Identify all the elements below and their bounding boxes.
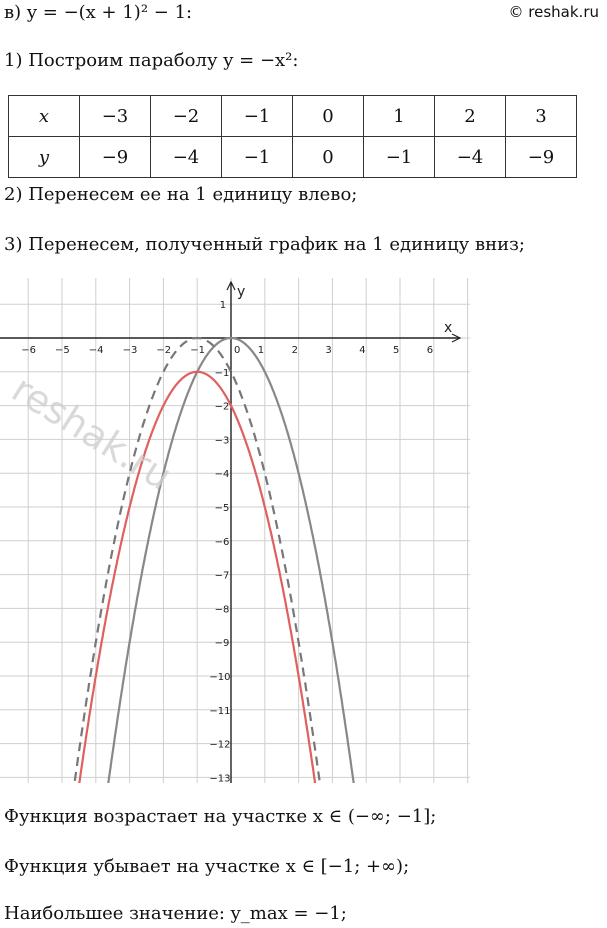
table-row-x <box>9 96 577 137</box>
y-tick-label: −3 <box>214 435 230 447</box>
y-tick-label: −11 <box>209 705 231 717</box>
decreasing-text: Функция убывает на участке x ∈ [−1; +∞); <box>4 856 410 877</box>
step-3-text: 3) Перенесем, полученный график на 1 единицу вниз; <box>4 234 525 255</box>
table-cell: −1 <box>364 137 435 178</box>
x-tick-label: 1 <box>257 345 265 356</box>
site-watermark: © reshak.ru <box>508 3 599 21</box>
y-tick-label: −6 <box>214 536 230 548</box>
x-tick-label: −5 <box>55 345 70 356</box>
values-table <box>8 95 577 178</box>
y-tick-label: −8 <box>214 604 230 616</box>
y-tick-label: −9 <box>214 638 230 650</box>
table-cell: −1 <box>222 96 293 137</box>
y-axis-label: y <box>237 284 246 300</box>
table-cell: −9 <box>80 137 151 178</box>
table-cell: −2 <box>151 96 222 137</box>
task-title: в) y = −(x + 1)² − 1: <box>4 2 193 23</box>
y-tick-label: −7 <box>214 570 230 582</box>
graph-tick-labels <box>21 300 433 783</box>
y-tick-label: −13 <box>209 773 231 783</box>
x-tick-label: 5 <box>393 345 400 356</box>
x-axis-label: x <box>444 320 453 336</box>
table-cell: −1 <box>222 137 293 178</box>
table-row-y <box>9 137 577 178</box>
table-cell: −4 <box>435 137 506 178</box>
x-tick-label: 3 <box>325 345 332 356</box>
x-tick-label: 0 <box>234 345 241 356</box>
parabola-graph <box>0 278 470 783</box>
table-cell: 0 <box>293 137 364 178</box>
y-tick-label: −1 <box>214 367 230 379</box>
table-cell: 1 <box>364 96 435 137</box>
x-tick-label: 4 <box>359 345 366 356</box>
table-cell: y <box>9 137 80 178</box>
table-cell: −3 <box>80 96 151 137</box>
y-tick-label: −10 <box>209 672 231 683</box>
table-cell: −9 <box>506 137 577 178</box>
table-cell: x <box>9 96 80 137</box>
table-cell: 0 <box>293 96 364 137</box>
increasing-text: Функция возрастает на участке x ∈ (−∞; −1]; <box>4 806 437 827</box>
y-tick-label: −12 <box>209 739 231 751</box>
x-tick-label: −3 <box>122 345 138 356</box>
max-value-text: Наибольшее значение: y_max = −1; <box>4 903 347 924</box>
x-tick-label: 2 <box>291 345 298 356</box>
y-tick-label: −2 <box>214 401 230 413</box>
x-tick-label: −1 <box>190 345 205 356</box>
graph-watermark: reshak.ru <box>4 366 180 499</box>
x-tick-label: −4 <box>88 345 104 356</box>
y-tick-label: 1 <box>219 300 227 312</box>
y-tick-label: −4 <box>214 469 230 481</box>
x-tick-label: 6 <box>426 345 434 356</box>
table-cell: 2 <box>435 96 506 137</box>
step-2-text: 2) Перенесем ее на 1 единицу влево; <box>4 184 358 205</box>
y-tick-label: −5 <box>214 503 230 514</box>
x-tick-label: −2 <box>156 345 172 356</box>
table-cell: 3 <box>506 96 577 137</box>
x-tick-label: −6 <box>21 345 36 356</box>
step-1-text: 1) Построим параболу y = −x²: <box>4 50 299 71</box>
table-cell: −4 <box>151 137 222 178</box>
